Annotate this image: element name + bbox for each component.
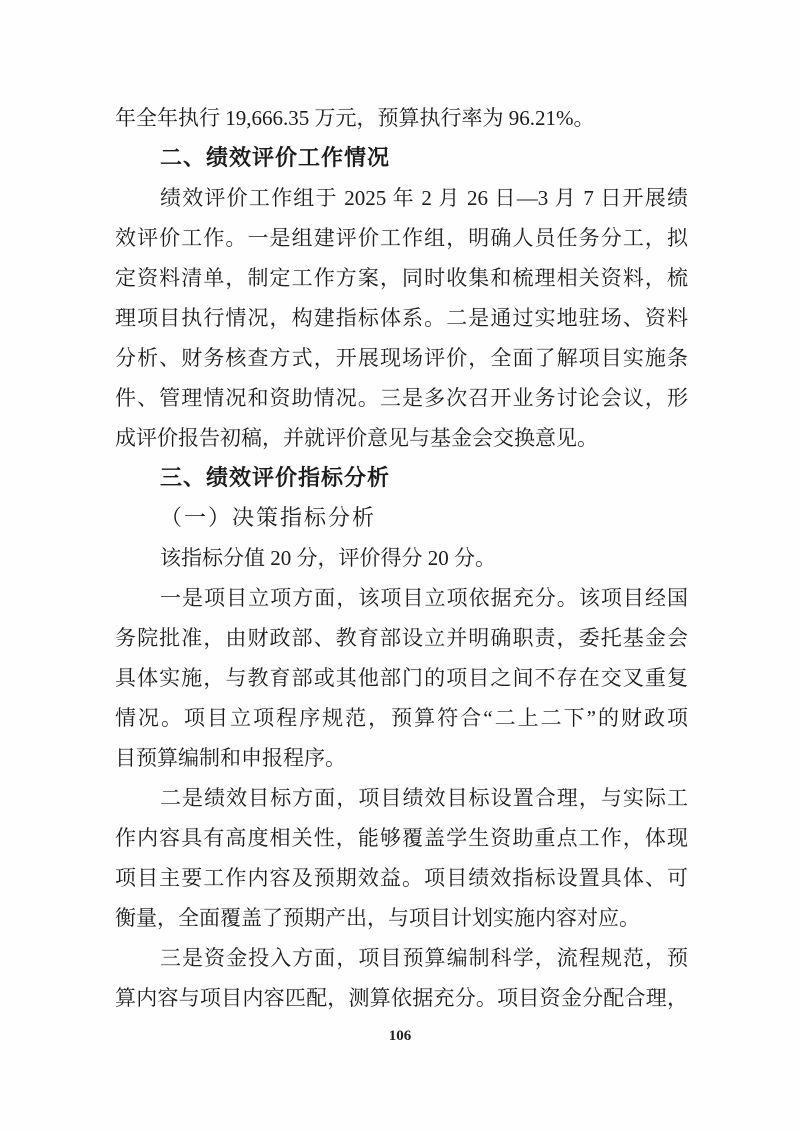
text-line: 成评价报告初稿，并就评价意见与基金会交换意见。 xyxy=(115,426,598,450)
text-line: 定资料清单，制定工作方案，同时收集和梳理相关资料，梳 xyxy=(115,266,688,290)
section-heading-2: 二、绩效评价工作情况 xyxy=(160,145,391,170)
page-number: 106 xyxy=(388,1028,412,1044)
text-line: 年全年执行 19,666.35 万元，预算执行率为 96.21%。 xyxy=(115,106,595,130)
text-line: 三是资金投入方面，项目预算编制科学，流程规范，预 xyxy=(160,946,688,970)
text-line: 件、管理情况和资助情况。三是多次召开业务讨论会议，形 xyxy=(115,386,688,410)
text-line: 项目主要工作内容及预期效益。项目绩效指标设置具体、可 xyxy=(115,866,688,890)
text-line: 算内容与项目内容匹配，测算依据充分。项目资金分配合理， xyxy=(115,986,688,1010)
section-heading-3: 三、绩效评价指标分析 xyxy=(160,465,391,490)
subsection-heading-1: （一）决策指标分析 xyxy=(160,505,377,530)
text-line: 具体实施，与教育部或其他部门的项目之间不存在交叉重复 xyxy=(115,666,688,690)
text-line: 衡量，全面覆盖了预期产出，与项目计划实施内容对应。 xyxy=(115,906,640,930)
text-line: 效评价工作。一是组建评价工作组，明确人员任务分工，拟 xyxy=(115,226,688,250)
text-line: 理项目执行情况，构建指标体系。二是通过实地驻场、资料 xyxy=(115,306,688,330)
text-line: 二是绩效目标方面，项目绩效目标设置合理，与实际工 xyxy=(160,786,688,810)
text-line: 务院批准，由财政部、教育部设立并明确职责，委托基金会 xyxy=(115,626,688,650)
text-line: 作内容具有高度相关性，能够覆盖学生资助重点工作，体现 xyxy=(115,826,688,850)
document-content xyxy=(115,98,688,1018)
text-line: 目预算编制和申报程序。 xyxy=(115,746,346,770)
text-line: 一是项目立项方面，该项目立项依据充分。该项目经国 xyxy=(160,586,688,610)
text-line: 该指标分值 20 分，评价得分 20 分。 xyxy=(160,546,496,570)
text-line: 绩效评价工作组于 2025 年 2 月 26 日—3 月 7 日开展绩 xyxy=(160,186,688,210)
text-line: 情况。项目立项程序规范，预算符合“二上二下”的财政项 xyxy=(115,706,688,730)
text-line: 分析、财务核查方式，开展现场评价，全面了解项目实施条 xyxy=(115,346,688,370)
